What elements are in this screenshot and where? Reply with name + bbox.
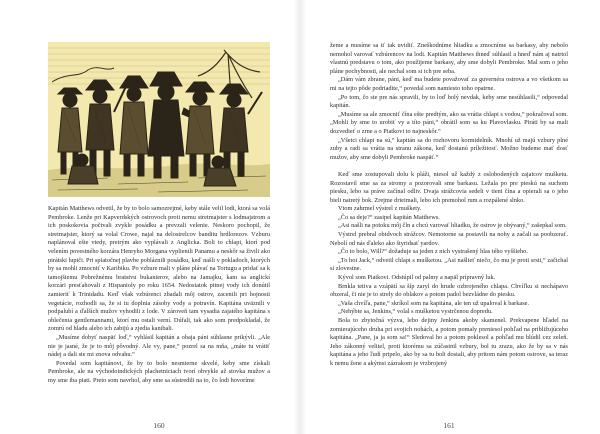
paragraph: „Vaša chvíľa, pane,“ skríkol som na kapitána, ale ten už upaloval k barkase. [338,299,530,307]
paragraph: „Nehýbte sa, Jenkins,“ volal s mušketou vystrčenou dopredu. [338,308,493,316]
paragraph: Bola to zbytočná výzva, lebo dejiny Jenkins akoby skamenel. Prekvapene hľadel na zomierajúceho druha pri svojich nohách, a potom pomaly preniesol pohľad na približujúceho kapitána. „Pane, ja ja som sa!“ Sledoval ho a potom poklesol a pohľad mu blúdil cez zeleň. Jeho zákonný velitel, proti ktorému sa zúčastnil vzbury, bol tu zrazu, ako že by sa v nás kapitána a jeho ľudí pripelo, ako by sa tu boli dostali, aby pritom nám potom ostrove, sa teraz k nemu žene a akýmsi zázrakom je vrzbrojený [330,317,568,367]
paragraph: „Po tom, čo ste pre nás spravili, by to loď bolý nevdak, keby sme nesúhlasili,“ odpovedal kapitán. [330,93,568,110]
left-page [0,0,298,434]
paragraph: žeme a musíme sa iť tak uvidiť. Zneškodníme hliadku a zmocníme sa barkasy, aby nebolo nemohol varovať vzbúrencov na lodi. Kapitán Matthews ihneď súhlasil a hneď nám aj natrtol vlastnú predstavu o tom, ako použijeme barkasy, aby sme dobyli Pembroke. Mal som o jeho pláne pochybnosti, ale nechal som si ich pre seba. [330,42,568,75]
page-number: 161 [443,421,455,430]
paragraph: Povedal som kapitánovi, že by to bolo nesmierne skvelé, keby sme získali Pembroke, ale na východoindických plachetniciach tvorí obvykle až stovka mužov a my sme iba piati. Preto som navrhol, aby sme sa sústredili na to, čo lodi hovoríme [48,359,270,384]
paragraph: „Čo sa deje?“ zasipel kapitán Matthews. [338,213,440,221]
paragraph: Brnkla tetiva a vzápätí sa šíp zaryl do hrude ozbrojeného chlapa. Chvíľku si nechápavo obzeral, či nie je to strely do oblakov a potom padol bezvládne do piesku. [330,282,568,299]
paragraph: „Musíme sa ale zmocniť čína ešte predtým, ako sa vrátia chlapi s vodou,“ pokračoval som. „Mohli by sme to urobiť vy a títo páni,“ obrátil som sa ku Plavovlasku. Piráti by sa mali dozvedieť o zrne a o Piatkovi to najneskôr.“ [330,110,568,135]
right-page [302,0,600,434]
paragraph: Kapitán Matthews odvetil, že by to bolo samozrejmé, keby stále velil lodi, ktorá sa volá Pembroke. Lenže pri Kapverdských ostrovoch proti nemu stretmajster s lodmajstrom a ich poskokovia počtvali zvykle posádku a prevzali velenie. Neskoro pochopil, že stretmajster, ktorý sa volal Crowe, najal na delostrelcov banditu hrdlorezov. Vzburu naplánoval ešte vtedy, pretrým ako vyplávali z Anglicka. Boli to chlapi, ktorí pod velením povestného korzára Henryho Morgana vyplienili Panamu a neskôr sa živili ako pirátski lupiči. Pri spiatočnej plavbe pobláznili posádku, keď našli v pokladoch, ktorých by sa mohli zmocniť v Karibiku. Po vzbure mali v pláne plávať na Tortugu a pridať sa k tamojšiemu Pobrežnému bratstvu bukanierov, alebo na Jamajku, kam sa anglickí korzári presťahovali z Hispanioly po roku 1654. Nedostatok pitnej vody ich donútil zamieriť k Trinidadu. Keď však vzbúrenci zbadali môj ostrov, zacenili pri hojnosti vegetácie, rozhodli sa, že si tu doplnia zásoby vody a potravín. Kapitána uväznili v podpalubí a ďalších mužov vyhodili z lode. V zároveň tam vysadia zajatého kapitána s oblečenia gentlemannami, ktorí mu ostali verní. Dúfali, tak ako som predpokladal, že zomrú od hladu alebo ich zabijú a zjedia kanibali. [48,205,270,333]
pirates-engraving-illustration [48,42,270,197]
paragraph: Výstrel prebral obidvoch strážcov. Nemotorne sa postavili na nohy a začali sa poobzerať. Nebolí od nás ďaleko ako štyridsať yardov. [330,231,568,247]
left-page-text [48,205,270,417]
right-page-text [330,42,568,417]
paragraph: Vtom zahrmel výstrel z mušketу. [338,205,422,213]
paragraph: „Dám vám zbrane, páni, keď ma budete považovať za guvernéra ostrova a vo všetkom sa mi na tejto pôde podriadite,“ povedal som namiesto toho opatrne. [330,76,568,92]
page-number: 160 [153,421,165,430]
paragraph: „Asi našli na potoku môj čln a chcú varovať hliadku, že ostrov je obývaný,“ zašepkal som. [338,222,567,230]
paragraph: „Čo to bolo, Will?“ dožaduje sa jeden z nich vystrašený hlas tého vyššieho. [338,248,528,256]
paragraph: Keď sme zostupovali dolu k pláži, niesol už každý z oslobodených zajatcov mušketu. Rozostavil sme sa za stromy a pozorovali sme barkasu. Ležala po pre pieskú na suchom piesku, lebo sa práve začínal odliv. Dvaja strážcovia sedeli v tieni čína a opierali sa o jeho bieli natretý bok. Zrejme drieimali, lebo ich premohol rum a rozpálené slnko. [330,170,568,204]
paragraph: „Musíme dobyť naspäť loď,“ vyhlásil kapitán a obaja páni súhlasne prikývli. „Ale nie je jasné, že je to môj pôvodný. Ale vy, pane,“ pozrel sa na mňa, „máte tu vrátiť nádej a dali ste mi znova odvahu.“ [48,333,270,359]
paragraph: „Všetci chlapi na sú,“ kapitán sa do rozhovoru kormidelník. Mnohí už majú vzbury plné zuby a radi sa vrátia na stranu zákona, keď dostanú príležitosť. Možno budeme mať dosť mužov, aby sme dobyli Pembroke naspäť.“ [330,136,568,161]
paragraph: „To hoi Jack,“ odvetil chlapi s mušketou. „Asi našlieť niečo, čo mu je proti srsti,“ začichal si zlovestne. [330,256,568,273]
paragraph: Kývol som Piatkovi. Odstúpil od palmy a napäl prípravný luk. [338,274,496,282]
